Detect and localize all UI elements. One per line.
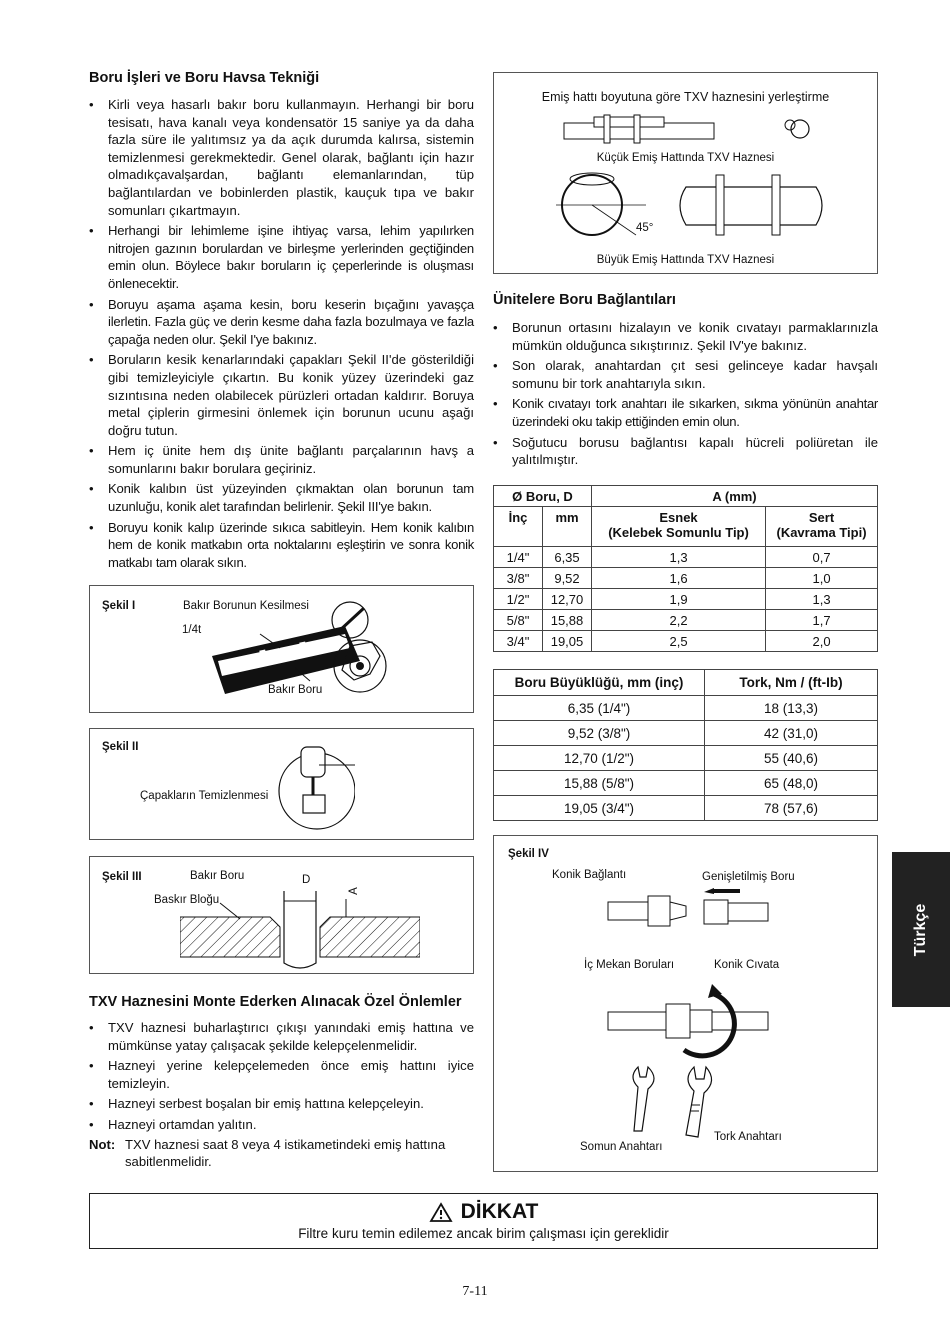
table-cell: 1,7: [766, 610, 878, 631]
list-item: • Hazneyi ortamdan yalıtın.: [89, 1116, 474, 1134]
figure-3-label-a: A: [347, 887, 360, 895]
table-header-inch: İnç: [494, 507, 543, 547]
txv-figure: [493, 72, 878, 274]
note-label: Not:: [89, 1136, 116, 1152]
list-item: • Konik cıvatayı tork anahtarı ile sıkarken, sıkma yönünün anahtar üzerindeki oku takip ettiğinden emin olun.: [493, 395, 878, 430]
figure-4-label-wrench: Somun Anahtarı: [580, 1141, 663, 1153]
note-text: TXV haznesi saat 8 veya 4 istikametindeki emiş hattına sabitlenmelidir.: [125, 1136, 446, 1170]
caution-text: Filtre kuru temin edilemez ancak birim çalışması için gereklidir: [298, 1226, 669, 1241]
figure-2-title: Şekil II: [102, 741, 139, 753]
table-header-torque: Tork, Nm / (ft-Ib): [705, 670, 878, 696]
table-header-mm: mm: [543, 507, 592, 547]
figure-1-label-quarter: 1/4t: [182, 624, 202, 636]
list-item: • Hem iç ünite hem dış ünite bağlantı parçalarının havş a somunlarını bakır borulara geçiriniz.: [89, 442, 474, 477]
warning-icon: [429, 1202, 453, 1222]
connections-bullets: [493, 319, 878, 469]
large-suction-line-illustration: [546, 165, 836, 245]
figure-4-label-torque: Tork Anahtarı: [714, 1131, 782, 1143]
figure-4-label-expanded: Genişletilmiş Boru: [702, 871, 795, 883]
tightening-illustration: [604, 976, 774, 1066]
table-cell: 12,70: [543, 589, 592, 610]
table-cell: 3/8": [494, 568, 543, 589]
figure-3-label-d: D: [302, 874, 311, 886]
table-row: [494, 771, 878, 796]
table-header-size: Boru Büyüklüğü, mm (inç): [494, 670, 705, 696]
table-header-soft: [592, 507, 766, 547]
table-cell: 9,52 (3/8"): [494, 721, 705, 746]
section-heading-pipework: Boru İşleri ve Boru Havsa Tekniği: [89, 70, 320, 86]
table-cell: 6,35: [543, 547, 592, 568]
table-cell: 55 (40,6): [705, 746, 878, 771]
list-item: • TXV haznesi buharlaştırıcı çıkışı yanındaki emiş hattına ve mümkünse yatay çalışacak şekilde kelepçelenmelidir.: [89, 1019, 474, 1054]
table-cell: 19,05 (3/4"): [494, 796, 705, 821]
table-cell: 42 (31,0): [705, 721, 878, 746]
figure-3-title: Şekil III: [102, 871, 142, 883]
pipe-cutter-icon: [320, 594, 470, 704]
list-item: • Boruyu konik kalıp üzerinde sıkıca sabitleyin. Hem konik kalıbın hem de konik matkabın orta noktalarını eşleştirin ve sonra konik matkabı tam olarak sıkın.: [89, 519, 474, 572]
language-tab: [892, 852, 950, 1007]
table-cell: 19,05: [543, 631, 592, 652]
figure-3-label-block: Baskır Bloğu: [154, 894, 220, 906]
txv-figure-title: Emiş hattı boyutuna göre TXV haznesini yerleştirme: [541, 90, 830, 104]
torque-table: [493, 669, 878, 821]
table-header-diameter: Ø Boru, D: [494, 486, 592, 507]
small-suction-line-illustration: [554, 113, 824, 153]
table-cell: 15,88 (5/8"): [494, 771, 705, 796]
wrench-icon: [624, 1061, 764, 1141]
table-cell: 2,5: [592, 631, 766, 652]
table-cell: 15,88: [543, 610, 592, 631]
language-tab-label: Türkçe: [912, 903, 929, 956]
list-item: • Konik kalıbın üst yüzeyinden çıkmaktan olan borunun tam uzunluğu, konik alet tarafından belirlenir. Şekil III'ye bakın.: [89, 480, 474, 515]
list-item: • Hazneyi yerine kelepçelemeden önce emiş hattını iyice temizleyin.: [89, 1057, 474, 1092]
table-cell: 2,0: [766, 631, 878, 652]
caution-title: DİKKAT: [460, 1200, 539, 1223]
figure-1-title: Şekil I: [102, 600, 136, 612]
list-item: • Boruyu aşama aşama kesin, boru keserin bıçağını yavaşça ilerletin. Fazla güç ve derin kesme daha fazla bozulmaya ve fazla çapağa neden olur. Şekil I'ye bakınız.: [89, 296, 474, 349]
txv-large-label: Büyük Emiş Hattında TXV Haznesi: [596, 254, 775, 266]
table-cell: 2,2: [592, 610, 766, 631]
figure-1-label-pipe: Bakır Boru: [268, 684, 323, 696]
caution-box: [89, 1193, 878, 1249]
list-item: • Herhangi bir lehimleme işine ihtiyaç varsa, lehim yapılırken nitrojen gazının borulardan ve birleşme yerlerinden geçtiğinden emin olun. Böylece bakır boruların iç çeperlerinde is oluşması önlenecektir.: [89, 222, 474, 292]
table-header-soft-line2: (Kelebek Somunlu Tip): [608, 525, 749, 540]
page-number: 7-11: [462, 1284, 488, 1299]
table-cell: 3/4": [494, 631, 543, 652]
table-cell: 1/4": [494, 547, 543, 568]
table-header-a: A (mm): [592, 486, 878, 507]
list-item: • Boruların kesik kenarlarındaki çapakları Şekil II'de gösterildiği gibi temizleyiciyle çıkartın. Bu konik yüzey üzerindeki gaz sızıntısına neden olabilecek pürüzleri ortadan kaldırır. Boruya metal çiplerin girmesini önlemek için borunun ucunu aşağı doğru tutun.: [89, 351, 474, 439]
list-item: • Kirli veya hasarlı bakır boru kullanmayın. Herhangi bir boru tesisatı, hava kanalı veya kondensatör 15 saniye ya da daha fazla süre ile yalıtımsız ya da açık durumda kalırsa, sistemin temizlenmesi gerekmektedir. Genel olarak, bağlantı için hazır olmadıkçavalşardan, bağlantı elemanlarından, tüp bağlantılardan ve bobinlerden plastik, kauçuk tıpa ve bakır somunları çıkartmayın.: [89, 96, 474, 219]
table-header-hard-line1: Sert: [808, 510, 835, 525]
table-row: [494, 746, 878, 771]
table-header-hard-line2: (Kavrama Tipi): [776, 525, 867, 540]
table-cell: 5/8": [494, 610, 543, 631]
table-row: [494, 721, 878, 746]
txv-angle-label: 45°: [636, 222, 654, 234]
txv-small-label: Küçük Emiş Hattında TXV Haznesi: [596, 152, 775, 164]
reamer-illustration: [275, 735, 355, 835]
table-cell: 18 (13,3): [705, 696, 878, 721]
table-cell: 1,0: [766, 568, 878, 589]
figure-4-label-nut: Konik Cıvata: [714, 959, 780, 971]
table-cell: 12,70 (1/2"): [494, 746, 705, 771]
list-item: • Soğutucu borusu bağlantısı kapalı hücreli poliüretan ile yalıtılmıştır.: [493, 434, 878, 469]
figure-4: [493, 835, 878, 1172]
table-cell: 1,6: [592, 568, 766, 589]
flare-dimension-table: [493, 485, 878, 652]
pipework-bullets: [89, 96, 474, 571]
left-column: [89, 70, 474, 574]
figure-2-label: Çapakların Temizlenmesi: [140, 790, 269, 802]
table-cell: 0,7: [766, 547, 878, 568]
list-item: • Son olarak, anahtardan çıt sesi gelinceye kadar havşalı somunu bir tork anahtarıyla sıkın.: [493, 357, 878, 392]
figure-1: [89, 585, 474, 713]
txv-bullets: [89, 1019, 474, 1134]
table-cell: 6,35 (1/4"): [494, 696, 705, 721]
connections-section: [493, 292, 878, 472]
figure-3: [89, 856, 474, 974]
table-row: [494, 568, 878, 589]
figure-1-label-cut: Bakır Borunun Kesilmesi: [183, 600, 309, 612]
table-cell: 1,9: [592, 589, 766, 610]
figure-4-label-flare: Konik Bağlantı: [552, 869, 627, 881]
figure-3-label-pipe: Bakır Boru: [190, 870, 245, 882]
flaring-block-illustration: [180, 887, 420, 973]
txv-note: [89, 1136, 474, 1171]
caution-heading: [90, 1200, 877, 1224]
section-heading-connections: Ünitelere Boru Bağlantıları: [493, 292, 676, 308]
table-header-hard: [766, 507, 878, 547]
table-cell: 1/2": [494, 589, 543, 610]
list-item: • Borunun ortasını hizalayın ve konik cıvatayı parmaklarınızla mümkün olduğunca sıkıştırınız. Şekil IV'ye bakınız.: [493, 319, 878, 354]
figure-4-label-indoor: İç Mekan Boruları: [584, 959, 675, 971]
txv-section: [89, 994, 474, 1171]
table-cell: 1,3: [592, 547, 766, 568]
table-row: [494, 631, 878, 652]
figure-2: [89, 728, 474, 840]
table-cell: 78 (57,6): [705, 796, 878, 821]
table-row: [494, 610, 878, 631]
table-row: [494, 547, 878, 568]
section-heading-txv: TXV Haznesini Monte Ederken Alınacak Özel Önlemler: [89, 994, 462, 1010]
figure-4-title: Şekil IV: [508, 848, 549, 860]
table-row: [494, 589, 878, 610]
table-cell: 65 (48,0): [705, 771, 878, 796]
table-row: [494, 696, 878, 721]
table-header-soft-line1: Esnek: [659, 510, 698, 525]
table-row: [494, 796, 878, 821]
flare-connection-illustration: [604, 880, 774, 940]
table-cell: 1,3: [766, 589, 878, 610]
list-item: • Hazneyi serbest boşalan bir emiş hattına kelepçeleyin.: [89, 1095, 474, 1113]
table-cell: 9,52: [543, 568, 592, 589]
